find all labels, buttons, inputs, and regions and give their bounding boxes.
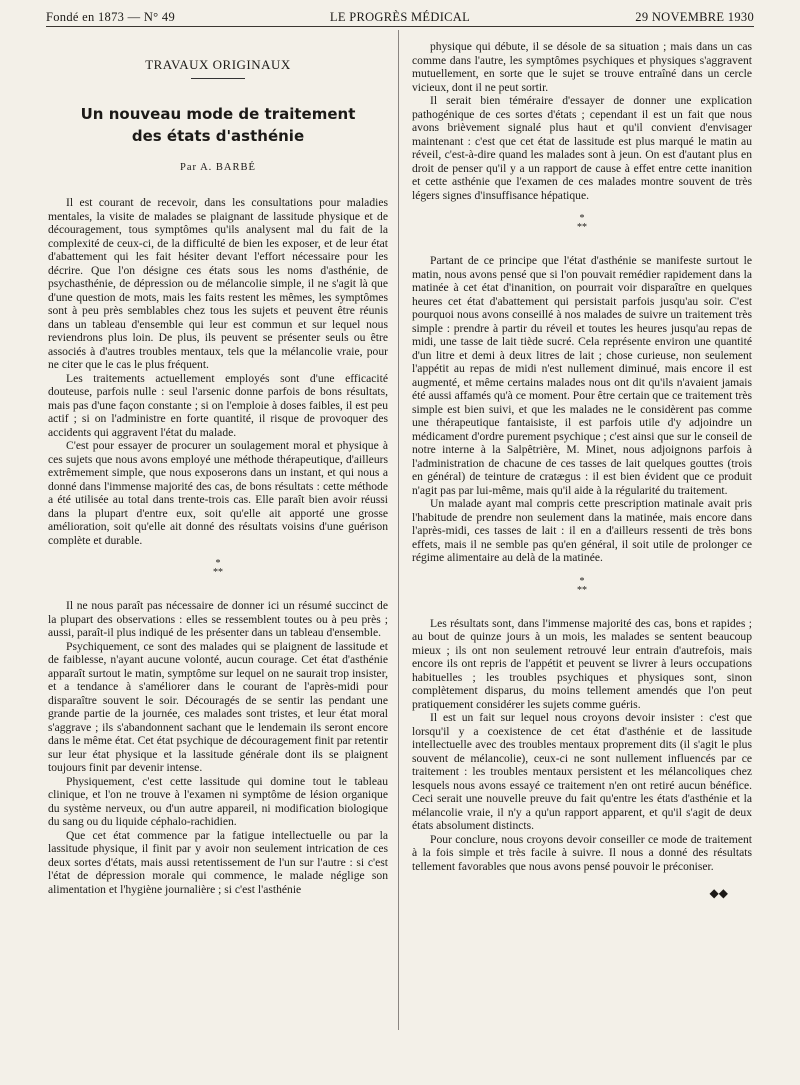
paragraph: Partant de ce principe que l'état d'asthénie se manifeste surtout le matin, nous avons pensé que si l'on pouvait remédier rapidement dans la matinée à cet état d'inanition, on pourrait voir disparaître en quelques heures cet état d'abattement qui persistait parfois jusqu'au soir. C'est pourquoi nous avons conseillé à nos malades de suivre un traitement très simple : prendre à partir du réveil et toutes les heures jusqu'au repas de midi, une tasse de lait tiède sucré. Cela représente environ une quantité d'un litre et demi à deux litres de lait ; chose curieuse, non seulement l'appétit au repas de midi n'est nullement diminué, mais encore il est augmenté, et même certains malades nous ont dit qu'ils n'avaient jamais été aussi affamés qu'à ce moment. Pour être certain que ce traitement très simple est bien suivi, et que les malades ne le considèrent pas comme une thérapeutique fantaisiste, il est parfois utile d'y adjoindre un médicament d'ordre purement psychique ; c'est ainsi que sur le conseil de notre interne à la Salpêtrière, M. Minet, nous adjoignons parfois à l'administration de chacune de ces tasses de lait quelques gouttes (trois en général) de teinture de cratægus : il est bien évident que ce produit n'agit pas par lui-même, mais qu'il aide à la régularité du traitement.	[412, 254, 752, 497]
paragraph: Un malade ayant mal compris cette prescription matinale avait pris l'habitude de prendre non seulement dans la matinée, mais encore dans l'après-midi, ces tasses de lait : il en a d'ailleurs ressenti de très bons effets, mais il ne semble pas qu'en général, il soit utile de prolonger ce régime alimentaire au delà de la matinée.	[412, 497, 752, 564]
byline: Par A. BARBÉ	[180, 161, 256, 173]
section-title: TRAVAUX ORIGINAUX	[145, 57, 291, 72]
running-header	[46, 8, 754, 27]
left-column	[48, 36, 388, 896]
section-separator: * **	[213, 558, 223, 578]
journal-title: LE PROGRÈS MÉDICAL	[329, 10, 471, 24]
paragraph: C'est pour essayer de procurer un soulagement moral et physique à ces sujets que nous avons employé une méthode thérapeutique, d'ailleurs extrêmement simple, que nous exposerons dans un instant, et qui nous a donné dans l'immense majorité des cas, de bons résultats : cette méthode a été utilisée au total dans trente-trois cas. Elle paraît bien avoir réussi dans la plupart d'entre eux, soit qu'elle ait apporté une grosse amélioration, soit qu'elle ait donné des résultats voisins d'une guérison complète et durable.	[48, 439, 388, 547]
paragraph: Physiquement, c'est cette lassitude qui domine tout le tableau clinique, et l'on ne trouve à l'examen ni symptôme de lésion organique du système nerveux, ou d'un autre appareil, ni modification biologique du sang ou du liquide céphalo-rachidien.	[48, 774, 388, 828]
issue-date: 29 NOVEMBRE 1930	[635, 10, 754, 24]
section-separator: * **	[577, 213, 587, 233]
paragraph: Il ne nous paraît pas nécessaire de donner ici un résumé succinct de la plupart des observations : elles se ressemblent toutes ou à peu près ; aussi, paraît-il plus indiqué de les présenter dans un tableau d'ensemble.	[48, 599, 388, 639]
paragraph: Les traitements actuellement employés sont d'une efficacité douteuse, parfois nulle : seul l'arsenic donne parfois de bons résultats, mais pas d'une façon constante ; si on l'emploie à doses faibles, il est peu actif ; si on l'administre en forte quantité, il risque de provoquer des accidents qui aggravent l'état du malade.	[48, 371, 388, 439]
founding-issue: Fondé en 1873 — N° 49	[46, 10, 175, 24]
paragraph: Psychiquement, ce sont des malades qui se plaignent de lassitude et de faiblesse, n'ayant aucune volonté, aucun courage. Cet état d'asthénie apparaît surtout le matin, symptôme sur lequel on ne saurait trop insister, et a tendance à s'améliorer dans le courant de l'après-midi pour disparaître souvent le soir. Découragés de se sentir las pendant une grande partie de la journée, ces malades sont tristes, et leur état moral s'aggrave ; ils s'abandonnent sachant que le lendemain ils seront encore dans le même état. Cet état psychique de découragement finit par retentir sur leur état physique et la lassitude générale dont ils se plaignent toujours finit par devenir intense.	[48, 639, 388, 774]
paragraph: Il serait bien téméraire d'essayer de donner une explication pathogénique de ces sortes d'états ; cependant il est un fait que nous avons brièvement signalé plus haut et qu'il convient d'envisager maintenant : c'est que cet état de lassitude est plus marqué le matin au réveil, c'est-à-dire quand les malades sont à jeun. On est d'autant plus en droit de penser qu'il y a un rapport de cause à effet entre cette inanition et cette asthénie que l'examen de ces malades montre souvent de très légers signes d'insuffisance hépatique.	[412, 94, 752, 202]
article-title-line1: Un nouveau mode de traitement	[80, 104, 356, 123]
paragraph: Les résultats sont, dans l'immense majorité des cas, bons et rapides ; au bout de quinze jours à un mois, les malades se sentent beaucoup mieux ; ils ont non seulement retrouvé leur entrain d'autrefois, mais encore ils ont repris de l'appétit et peuvent se livrer à leurs occupations habituelles ; les troubles psychiques et physiques sont, sinon complètement disparus, du moins tellement amendés que l'on peut pratiquement considérer les sujets comme guéris.	[412, 616, 752, 711]
paragraph: Que cet état commence par la fatigue intellectuelle ou par la lassitude physique, il finit par y avoir non seulement intrication de ces deux sortes d'états, mais aussi retentissement de l'un sur l'autre : si c'est l'état de dépression morale qui commence, le malade néglige son alimentation et l'hygiène journalière ; si c'est l'asthénie	[48, 828, 388, 896]
title-rule	[191, 78, 245, 79]
article-title-line2: des états d'asthénie	[131, 126, 305, 145]
right-column	[412, 40, 752, 901]
section-separator: * **	[577, 575, 587, 596]
end-mark: ◆◆	[709, 886, 728, 900]
paragraph: Il est un fait sur lequel nous croyons devoir insister : c'est que lorsqu'il y a coexistence de cet état d'asthénie et de lassitude intellectuelle avec des troubles mentaux proprement dits (il s'agit le plus souvent de mélancolie), ceux-ci ne sont nullement influencés par ce traitement : les troubles mentaux persistent et les mélancoliques chez lesquels nous avons essayé ce traitement n'en ont retiré aucun bénéfice. Ceci serait une nouvelle preuve du fait qu'entre les états d'asthénie et la mélancolie vraie, il n'y a qu'un rapport apparent, et qu'il s'agit de deux états absolument distincts.	[412, 711, 752, 832]
article-title	[48, 103, 388, 147]
paragraph: Il est courant de recevoir, dans les consultations pour maladies mentales, la visite de malades se plaignant de lassitude physique et de découragement, tous symptômes qu'ils analysent mal du fait de la complexité de ceux-ci, de la difficulté de bien les exposer, et de leur état d'abattement qui les fait hésiter devant l'effort nécessaire pour les décrire. Que l'on désigne ces états sous les noms d'asthénie, de psychasthénie, de dépression ou de mélancolie simple, il ne s'agit là que d'une question de mots, mais les faits restent les mêmes, les symptômes sont à peu près semblables chez tous les sujets et peuvent être réunis dans un tableau d'ensemble qui leur est commun et sur lequel nous reviendrons plus loin. De plus, ils peuvent se présenter seuls ou être associés à d'autres troubles mentaux, tels que la mélancolie vraie, pour ne citer que le cas le plus fréquent.	[48, 196, 388, 371]
paragraph: Pour conclure, nous croyons devoir conseiller ce mode de traitement à la fois simple et très facile à suivre. Il nous a donné des résultats tellement favorables que nous avons pensé pouvoir le préconiser.	[412, 832, 752, 873]
paragraph: physique qui débute, il se désole de sa situation ; mais dans un cas comme dans l'autre, les symptômes psychiques et physiques s'aggravent mutuellement, en sorte que le sujet se trouve entraîné dans un cercle vicieux, dont il ne peut sortir.	[412, 40, 752, 94]
column-divider	[398, 30, 399, 1030]
